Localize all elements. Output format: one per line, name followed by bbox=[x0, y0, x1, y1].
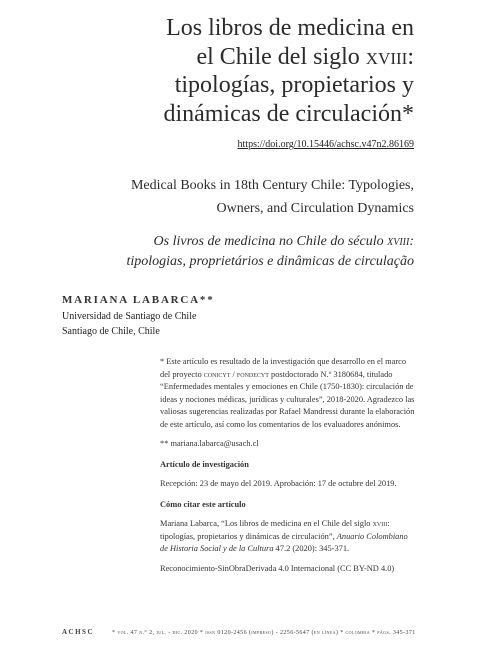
footer-journal: ACHSC bbox=[62, 628, 95, 636]
doi-link[interactable]: https://doi.org/10.15446/achsc.v47n2.86169 bbox=[237, 139, 414, 150]
title-line-2: el Chile del siglo xviii: bbox=[196, 43, 414, 70]
citation-end: 47.2 (2020): 345-371. bbox=[273, 544, 350, 553]
license: Reconocimiento-SinObraDerivada 4.0 Internacional (CC BY-ND 4.0) bbox=[160, 563, 395, 573]
citation-middle: : tipologías, propietarios y dinámicas de circulación”, bbox=[160, 519, 390, 541]
footer-details: * vol. 47 n.° 2, jul. - dic. 2020 * issn 0120-2456 (impreso) - 2256-5647 (en línea) * colombia * págs. 345-371 bbox=[112, 630, 416, 636]
citation-century: xviii bbox=[372, 519, 388, 528]
author-email: ** mariana.labarca@usach.cl bbox=[160, 439, 259, 448]
title-line-1: Los libros de medicina en bbox=[166, 15, 414, 41]
english-title-line-2: Owners, and Circulation Dynamics bbox=[216, 201, 414, 216]
footnote-text-start: * Este artículo es resultado de la investigación que desarrollo en el marco del proyecto bbox=[160, 357, 407, 379]
english-title bbox=[34, 174, 414, 220]
article-type-heading: Artículo de investigación bbox=[160, 459, 249, 469]
citation-journal: Anuario Colombiano de Historia Social y de la Cultura bbox=[160, 531, 408, 553]
portuguese-title-line-2: tipologias, proprietários e dinâmicas de circulação bbox=[126, 254, 414, 269]
funding-footnote bbox=[160, 356, 416, 431]
footnote-text-rest: postdoctorado N.º 3180684, titulado “Enfermedades mentales y emociones en Chile (1750-1830): circulación de ideas y nociones médicas, jurídicas y culturales”, 2018-2020. Agradezco las valiosas sugerencias realizadas por Rafael Mandressi durante la elaboración de este artículo, así como los comentarios de los evaluadores anónimos. bbox=[160, 369, 415, 429]
author-name: MARIANA LABARCA** bbox=[62, 294, 215, 306]
english-title-line-1: Medical Books in 18th Century Chile: Typologies, bbox=[130, 178, 414, 193]
portuguese-title-line-1: Os livros de medicina no Chile do século xviii: bbox=[153, 234, 414, 249]
article-title bbox=[54, 14, 414, 128]
article-notes bbox=[160, 356, 416, 575]
portuguese-title bbox=[34, 232, 414, 272]
footnote-project: conicyt / fondecyt bbox=[203, 369, 269, 379]
cite-heading: Cómo citar este artículo bbox=[160, 499, 246, 509]
author-affiliation: Universidad de Santiago de Chile bbox=[62, 311, 197, 322]
citation-start: Mariana Labarca, “Los libros de medicina en el Chile del siglo bbox=[160, 519, 373, 528]
title-line-3: tipologías, propietarios y bbox=[174, 72, 414, 98]
author-location: Santiago de Chile, Chile bbox=[62, 326, 160, 337]
title-line-4: dinámicas de circulación* bbox=[163, 100, 414, 127]
reception-dates: Recepción: 23 de mayo del 2019. Aprobación: 17 de octubre del 2019. bbox=[160, 479, 397, 488]
citation bbox=[160, 518, 416, 556]
author-block bbox=[62, 294, 215, 339]
page-footer bbox=[62, 628, 420, 636]
